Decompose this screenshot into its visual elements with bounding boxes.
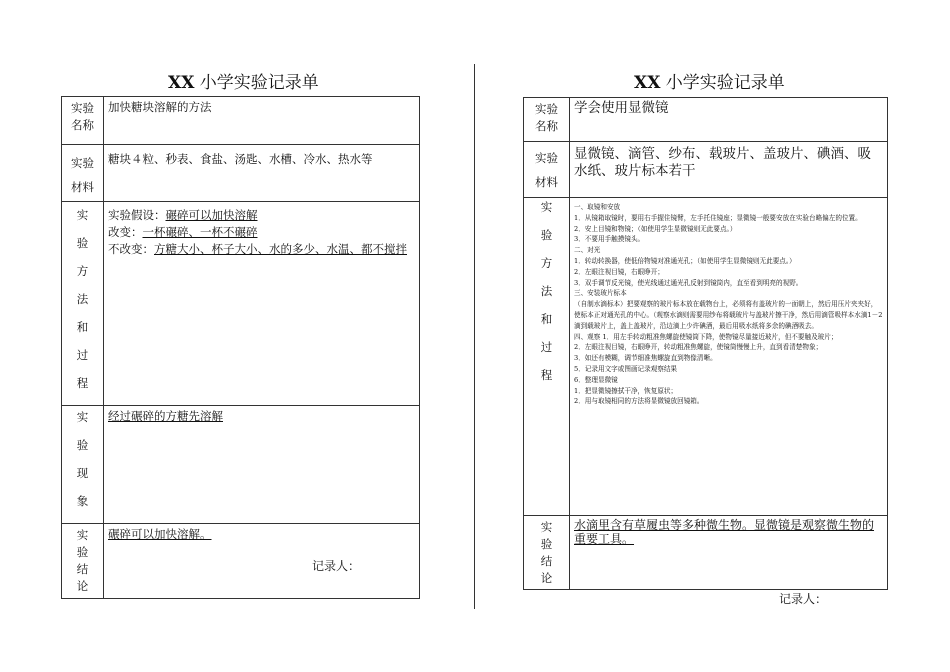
left-label-method: 实 验 方 法 和 过 程 (62, 202, 104, 406)
left-title-prefix: XX (168, 73, 195, 93)
right-record-table (523, 97, 888, 590)
left-phenomenon-value: 经过碾碎的方糖先溶解 (104, 406, 420, 524)
left-label-materials: 实验 材料 (62, 145, 104, 202)
hypothesis-line: 实验假设：碾碎可以加快溶解 (108, 208, 258, 222)
left-title-text: 小学实验记录单 (199, 73, 319, 93)
step-line: 3．如还有模糊，调节细准焦螺旋直到物像清晰。 (574, 354, 717, 363)
step-line: 2．用与取镜相同的方法将显微镜放回镜箱。 (574, 397, 704, 406)
left-materials-value: 糖块４粒、秒表、食盐、汤匙、水槽、冷水、热水等 (104, 145, 420, 202)
left-name-value: 加快糖块溶解的方法 (104, 97, 420, 145)
right-label-method: 实 验 方 法 和 过 程 (524, 198, 570, 516)
step-line: 6．整理显微镜 (574, 375, 618, 384)
step-line: 三、安装玻片标本 (574, 289, 627, 298)
right-method-steps (570, 198, 888, 516)
step-line: 2．左眼注视目镜，右眼睁开，转动粗准焦螺旋，使镜筒慢慢上升，直到看清楚物象； (574, 343, 823, 352)
page-divider (474, 64, 475, 609)
step-line: 一、取镜和安放 (574, 203, 621, 211)
right-title (634, 68, 785, 93)
left-method-value (104, 202, 420, 406)
left-label-name: 实验 名称 (62, 97, 104, 145)
left-conclusion-value: 碾碎可以加快溶解。 (104, 524, 420, 599)
right-name-value: 学会使用显微镜 (570, 98, 888, 142)
right-label-conclusion: 实 验 结 论 (524, 516, 570, 590)
left-title (168, 68, 319, 93)
step-line: 1．把显微镜擦拭干净，恢复原状； (574, 386, 678, 395)
right-recorder: 记录人： (779, 592, 828, 606)
step-line: 四、观察 1．用左手转动粗准焦螺旋使镜筒下降，使物镜尽量接近玻片，但不要触及玻片； (574, 332, 838, 341)
right-materials-value: 显微镜、滴管、纱布、载玻片、盖玻片、碘酒、吸水纸、玻片标本若干 (570, 142, 888, 198)
step-line: （自制水滴标本）把要观察的玻片标本放在载物台上，必须将有盖玻片的一面朝上，然后用压片夹夹好，使标本正对通光孔的中心。（观察水滴则需要用纱布将载玻片与盖玻片擦干净，然后用滴管吸样本水滴1－2滴到载玻片上，盖上盖玻片，沿边滴上少许碘酒，最后用吸水纸将多余的碘酒吸去。 (574, 300, 883, 330)
step-line: 5．记录用文字或图画记录观察结果 (574, 364, 678, 373)
step-line: 3．双手调节反光镜，使光线通过通光孔反射到镜筒内，直至看到明亮的视野。 (574, 278, 803, 287)
left-label-conclusion: 实 验 结 论 (62, 524, 104, 599)
step-line: 2．左眼注视目镜，右眼睁开； (574, 267, 664, 276)
left-recorder: 记录人： (312, 559, 361, 573)
changed-line: 改变：一杯碾碎、一杯不碾碎 (108, 225, 258, 239)
step-line: 2．安上目镜和物镜；（如使用学生显微镜则无此要点。） (574, 224, 737, 233)
step-line: 二、对光 (574, 246, 601, 255)
right-conclusion-value: 水滴里含有草履虫等多种微生物。显微镜是观察微生物的重要工具。 (570, 516, 888, 590)
step-line: 1．转动转换器，使低倍物镜对准通光孔；（如使用学生显微镜则无此要点。） (574, 256, 796, 265)
step-line: 3．不要用手触摸镜头。 (574, 235, 645, 244)
right-title-prefix: XX (634, 73, 661, 93)
right-label-materials: 实验 材料 (524, 142, 570, 198)
left-label-phenomenon: 实 验 现 象 (62, 406, 104, 524)
left-record-table (61, 96, 420, 599)
right-title-text: 小学实验记录单 (665, 73, 785, 93)
step-line: 1．从镜箱取镜时，要用右手握住镜臂，左手托住镜座；显微镜一般要安放在实验台略偏左的位置。 (574, 213, 862, 222)
right-label-name: 实验 名称 (524, 98, 570, 142)
unchanged-line: 不改变：方糖大小、杯子大小、水的多少、水温、都不搅拌 (108, 242, 407, 256)
